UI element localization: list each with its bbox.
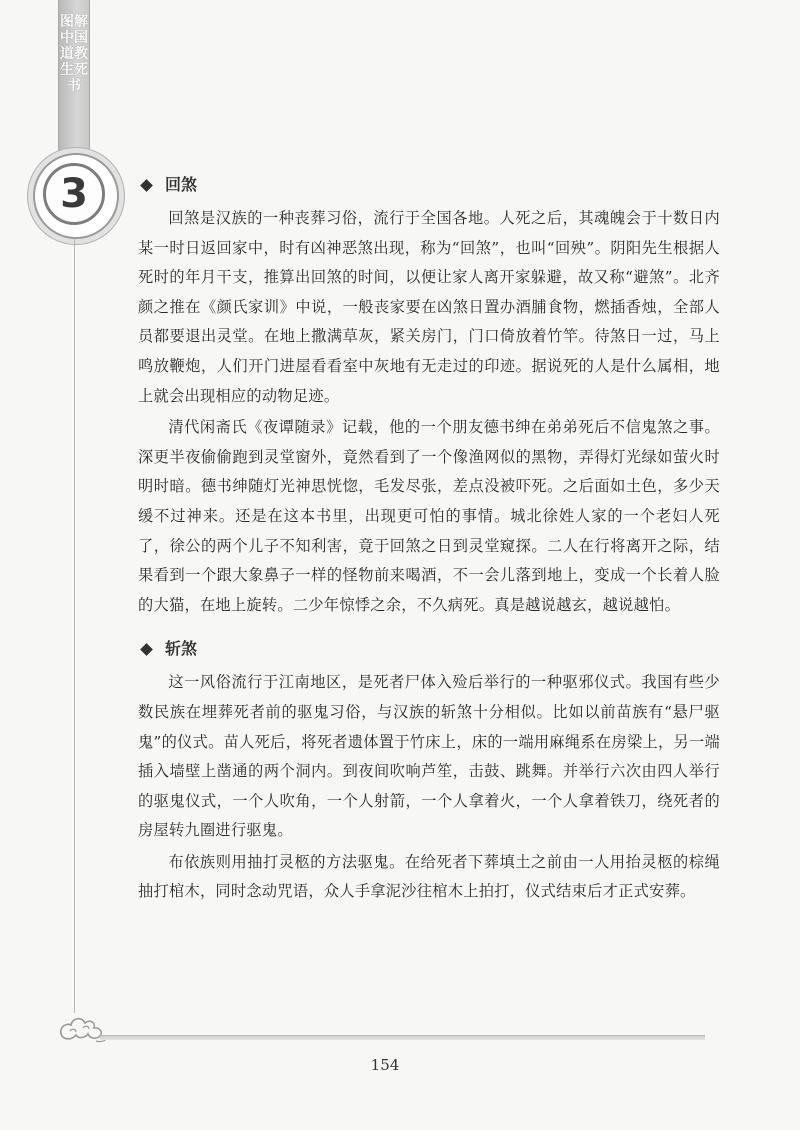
- diamond-bullet-icon: [140, 179, 153, 192]
- section-title: 回煞: [165, 175, 198, 194]
- left-vertical-rule: [74, 238, 75, 1013]
- series-title: 图解中国道教生死书: [60, 14, 88, 94]
- paragraph: 这一风俗流行于江南地区，是死者尸体入殓后举行的一种驱邪仪式。我国有些少数民族在埋葬死者前的驱鬼习俗，与汉族的斩煞十分相似。比如以前苗族有“悬尸驱鬼”的仪式。苗人死后，将死者遗体置于竹床上，床的一端用麻绳系在房梁上，另一端插入墙壁上凿通的两个洞内。到夜间吹响芦笙，击鼓、跳舞。并举行六次由四人举行的驱鬼仪式，一个人吹角，一个人射箭，一个人拿着火，一个人拿着铁刀，绕死者的房屋转九圈进行驱鬼。: [138, 673, 720, 840]
- section-title: 斩煞: [165, 639, 198, 659]
- paragraph: 布依族则用抽打灵柩的方法驱鬼。在给死者下葬填土之前由一人用抬灵柩的棕绳抽打棺木，同时念动咒语，众人手拿泥沙往棺木上拍打，仪式结束后才正式安葬。: [138, 852, 720, 901]
- paragraph: 清代闲斋氏《夜谭随录》记载，他的一个朋友德书绅在弟弟死后不信鬼煞之事。深更半夜偷偷跑到灵堂窗外，竟然看到了一个像渔网似的黑物，弄得灯光绿如萤火时明时暗。德书绅随灯光神思恍惚，毛发尽张，差点没被吓死。之后面如土色，多少天缓不过神来。还是在这本书里，出现更可怕的事情。城北徐姓人家的一个老妇人死了，徐公的两个儿子不知利害，竟于回煞之日到灵堂窥探。二人在行将离开之际，结果看到一个跟大象鼻子一样的怪物前来喝酒，不一会儿落到地上，变成一个长着人脸的大猫，在地上旋转。二少年惊悸之余，不久病死。真是越说越玄，越说越怕。: [138, 418, 720, 614]
- series-side-tab: [58, 0, 90, 160]
- section-gap: [138, 622, 720, 636]
- paragraph: 回煞是汉族的一种丧葬习俗，流行于全国各地。人死之后，其魂魄会于十数日内某一时日返回家中，时有凶神恶煞出现，称为“回煞”，也叫“回殃”。阴阳先生根据人死时的年月干支，推算出回煞的时间，以便让家人离开家躲避，故又称“避煞”。北齐颜之推在《颜氏家训》中说，一般丧家要在凶煞日置办酒脯食物，燃插香烛，全部人员都要退出灵堂。在地上撒满草灰，紧关房门，门口倚放着竹竿。待煞日一过，马上鸣放鞭炮，人们开门进屋看看室中灰地有无走过的印迹。据说死的人是什么属相，地上就会出现相应的动物足迹。: [138, 209, 720, 405]
- auspicious-cloud-icon: [56, 1010, 110, 1050]
- main-content: [138, 172, 720, 909]
- section-huisha: [138, 172, 720, 620]
- chapter-badge: [33, 153, 119, 239]
- section-zhansha: [138, 636, 720, 907]
- chapter-number: 3: [60, 171, 88, 217]
- footer-rule: [100, 1035, 705, 1040]
- diamond-bullet-icon: [140, 643, 153, 656]
- page-number: 154: [370, 1056, 400, 1074]
- section-heading: [138, 636, 720, 662]
- section-heading: [138, 172, 720, 198]
- chapter-badge-ring: [43, 163, 105, 225]
